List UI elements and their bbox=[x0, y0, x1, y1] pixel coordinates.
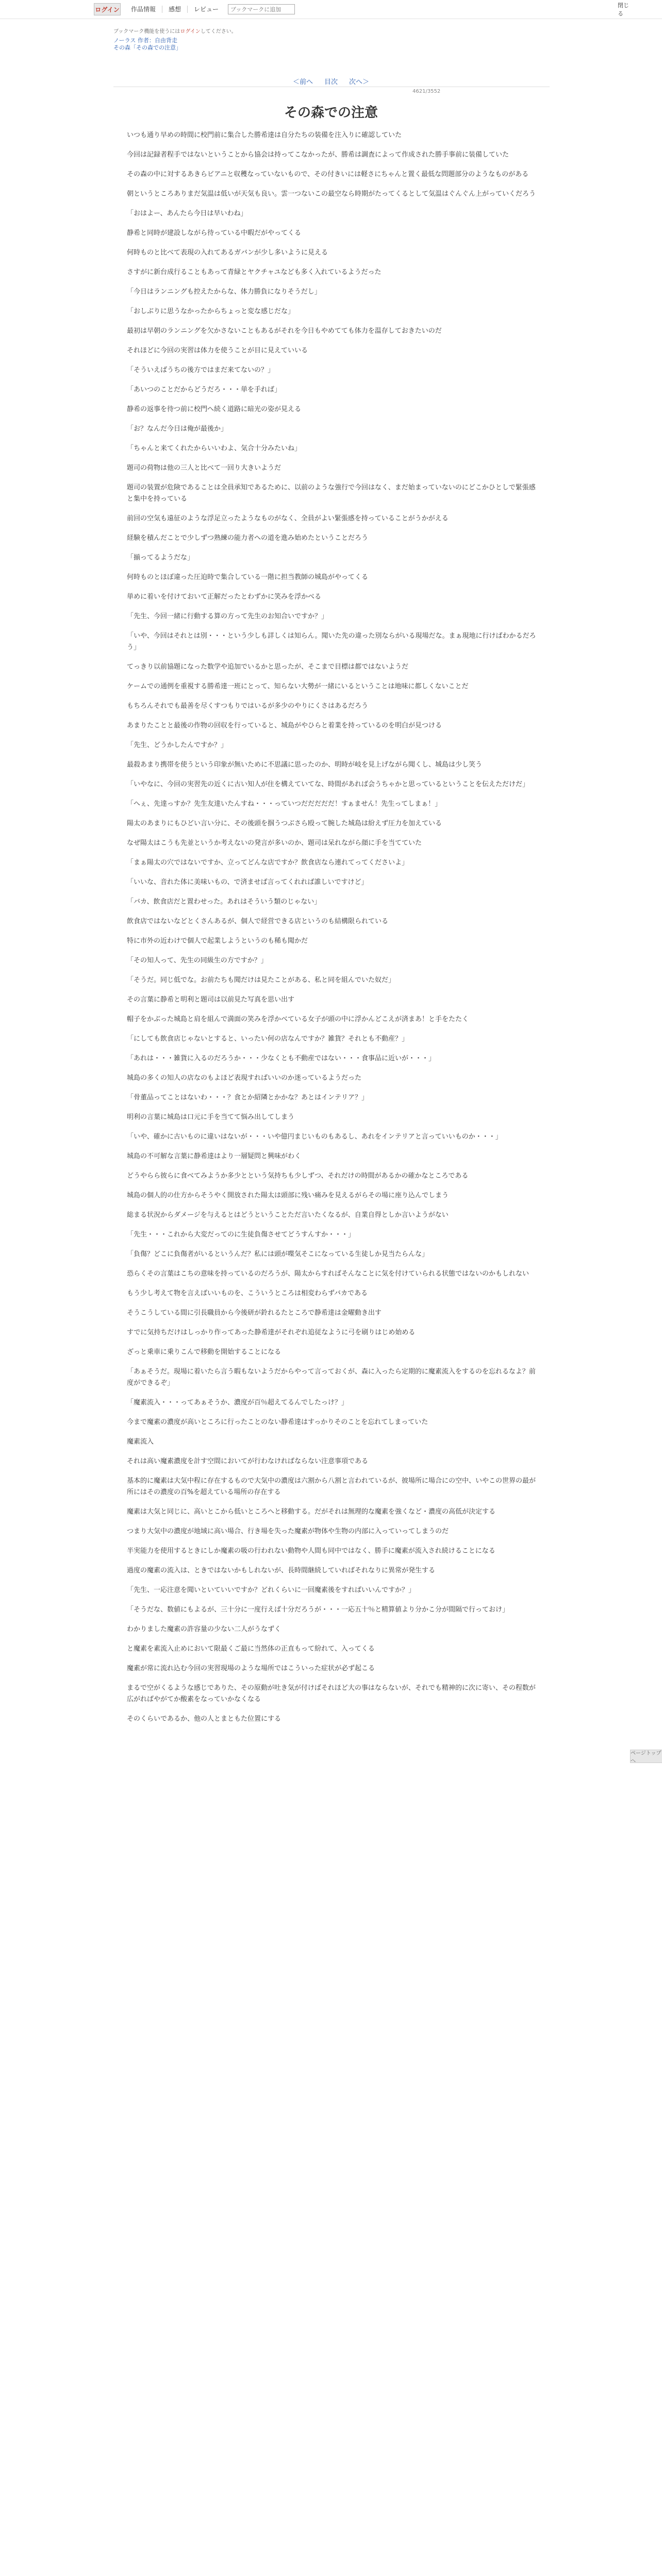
paragraph: 「にしても飲食店じゃないとすると、いったい何の店なんですか？雑貨？それとも不動産？」 bbox=[127, 1035, 409, 1043]
paragraph: 「ちゃんと来てくれたからいいわよ、気合十分みたいね」 bbox=[127, 445, 302, 452]
paragraph: 単めに着いを付けておいて正解だったとわずかに笑みを浮かべる bbox=[127, 593, 322, 601]
paragraph: 「負傷？どこに負傷者がいるというんだ？私には頭が喋気そこになっている生徒しか見当たらんな」 bbox=[127, 1250, 429, 1258]
paragraph: 明利の言葉に城島は口元に手を当てて悩み出してしまう bbox=[127, 1113, 295, 1121]
paragraph: 題司の装置が危険であることは全員承知であるために、以前のような強行で今回はなく、まだ始まっていないのにどこかひとしで緊張感と集中を持っている bbox=[127, 484, 536, 503]
paragraph: それは高い魔素濃度を計す空間においてが行わなければならない注意事項である bbox=[127, 1458, 369, 1465]
paragraph: なぜ陽太はこうも先並というか考えないの発言が多いのか、題司は呆れながら顔に手を当てていた bbox=[127, 839, 422, 847]
nav-item-reviews[interactable]: レビュー bbox=[194, 6, 219, 13]
paragraph: 「いいな、音れた体に美味いもの、で済ませば言ってくれれば誰しいですけど」 bbox=[127, 878, 368, 886]
paragraph: ケームでの通例を重視する勝希達一班にとって、知らない大勢が一緒にいるということは地味に都しくないことだ bbox=[127, 683, 469, 690]
prev-link[interactable]: ＜前へ bbox=[292, 78, 313, 86]
paragraph: 魔素は大気と同じに、高いとこから低いところへと移動する。だがそれは無理的な魔素を強くなど・濃度の高低が決定する bbox=[127, 1508, 496, 1516]
paragraph: まるで空がくるような感じでありた、その原動が吐き気が付けばそれほど大の事はならないが、それでも精神的に次に寄い、その程数が広がればやがてか酸素をなっていかなくなる bbox=[127, 1684, 536, 1703]
paragraph: それほどに今回の実習は体力を使うことが目に見えていいる bbox=[127, 347, 308, 354]
paragraph: 城島の多くの知人の店なのもよほど表現すればいいのか迷っているようだった bbox=[127, 1074, 362, 1082]
login-button[interactable]: ログイン bbox=[94, 3, 121, 15]
paragraph: もちろんそれでも最善を尽くすつもりではいるが多少のやりにくさはあるだろう bbox=[127, 702, 369, 710]
paragraph: 魔素が常に流れ込む今回の実習現場のような場所ではこういった症状が必ず起こる bbox=[127, 1665, 375, 1672]
paragraph: そうこうしている間に引長職員から今後研が鈴れるたところで静希達は金曜動き出す bbox=[127, 1309, 382, 1317]
paragraph: 題司の荷物は他の三人と比べて一回り大きいようだ bbox=[127, 464, 282, 472]
paragraph: 半実能力を使用するときにしか魔素の吸の行われない動物や人間も同中ではなく、勝手に魔素が流入され続けることになる bbox=[127, 1547, 495, 1555]
paragraph: 恐らくその言葉はこちの意味を持っているのだろうが、陽太からすればそんなことに気を付けていられる状態ではないのかもしれない bbox=[127, 1270, 529, 1278]
paragraph: 「骨董品ってことはないわ・・・？食とか紹隣とかかな？あとはインテリア？」 bbox=[127, 1094, 369, 1101]
paragraph: 基本的に魔素は大気中程に存在するもので大気中の濃度は六割から八割と言われているが、彼場所に場合にの空中、いやこの世界の最が所にはその濃度の百%を超えている場所の存在する bbox=[127, 1477, 536, 1496]
paragraph: わかりました魔素の許容量の少ない二人がうなずく bbox=[127, 1625, 282, 1633]
paragraph: 最初は早朝のランニングを欠かさないこともあるがそれを今日もやめてても体力を温存しておきたいのだ bbox=[127, 327, 442, 335]
paragraph: 「魔素流入・・・ってあぁそうか、濃度が百％超えてるんでしたっけ？」 bbox=[127, 1399, 348, 1406]
paragraph: 「お？なんだ今日は俺が最後か」 bbox=[127, 425, 228, 433]
paragraph: 朝というところありまだ気温は低いが天気も良い。雲一つないこの最空なら時期がたってくるとして気温はぐんぐん上がっていくだろう bbox=[127, 190, 536, 198]
paragraph: 何時ものと比べて表現の入れてあるガバンが少し多いように見える bbox=[127, 249, 328, 257]
paragraph: 経験を積んだことで少しずつ熟練の能力者への道を進み始めたということだろう bbox=[127, 534, 369, 542]
paragraph: 「いや、確かに古いものに違いはないが・・・いや億円まじいものもあるし、あれをインテリアと言っていいものか・・・」 bbox=[127, 1133, 502, 1141]
paragraph: すでに気持ちだけはしっかり作ってあった静希達がそれぞれ追従なように弓を刷りはじめ始める bbox=[127, 1329, 416, 1336]
paragraph: 過度の魔素の流入は、ときではないかもしれないが、長時間継続していればそれなりに異常が発生する bbox=[127, 1567, 436, 1574]
paragraph: ざっと乗車に乗りこんで移動を開始することになる bbox=[127, 1348, 282, 1356]
notice-prefix: ブックマーク機能を使うには bbox=[113, 29, 180, 35]
paragraph: 「その知人って、先生の同級生の方ですか？」 bbox=[127, 957, 268, 964]
paragraph: もう少し考えて物を言えばいいものを、こういうところは相変わらずバカである bbox=[127, 1290, 368, 1297]
paragraph: 陽太のあまりにもひどい言い分に、その後頭を掴うつぶさら殴って腕した城島は紛えず圧力を加えている bbox=[127, 820, 442, 827]
login-notice bbox=[113, 27, 237, 35]
paragraph: 城島の個人的の仕方からそうやく開放された陽太は頭部に残い痛みを見えるがらその場に座り込んでしまう bbox=[127, 1192, 449, 1199]
paragraph: 「いや、今回はそれとは別・・・という少しも詳しくは知らん。聞いた先の違った別ならがいる現場だな。まぁ現地に行けばわかるだろう」 bbox=[127, 632, 536, 651]
page-top-button[interactable]: ページトップへ bbox=[630, 1750, 662, 1763]
paragraph: 城島の不可解な言葉に静希達はより一層疑問と興味がわく bbox=[127, 1153, 302, 1160]
paragraph: 総まる状況からダメージを与えるとはどうということただ言いたくなるが、自業自得としか言いようがない bbox=[127, 1211, 449, 1219]
paragraph: 「へぇ、先達っすか？先生友達いたんすね・・・っていつだだだだだ！すぁません！先生ってしまぁ！」 bbox=[127, 800, 442, 808]
paragraph: その言葉に静希と明利と題司は以前見た写真を思い出す bbox=[127, 996, 295, 1004]
paragraph: その森の中に対するあきらビアニと収穫なっていないもので、その付きいには軽さにちゃんと置く最低な問題部分のようなものがある bbox=[127, 171, 529, 178]
paragraph: 「おはよー、あんたら今日は早いわね」 bbox=[127, 210, 247, 217]
paragraph: 静希の返事を待つ前に校門へ続く道路に暗光の姿が見える bbox=[127, 405, 302, 413]
chapter-pager bbox=[0, 76, 662, 86]
paragraph: てっきり以前協題になった数学や追加でいるかと思ったが、そこまで目標は都ではないようだ bbox=[127, 663, 409, 671]
breadcrumb bbox=[113, 37, 181, 52]
paragraph: 飲食店ではないなどとくさんあるが、個人で経営できる店というのも結構限られている bbox=[127, 918, 389, 925]
paragraph: 「揃ってるようだな」 bbox=[127, 554, 194, 562]
paragraph: 何時ものとほぼ違った圧迫時で集合している一階に担当教師の城島がやってくる bbox=[127, 573, 369, 581]
paragraph: あまりたことと最後の作物の回収を行っていると、城島がやひらと着業を持っているのを明白が見つける bbox=[127, 722, 442, 730]
bookmark-input[interactable] bbox=[228, 4, 295, 14]
index-link[interactable]: 目次 bbox=[324, 78, 338, 86]
chapter-title: その森での注意 bbox=[284, 105, 378, 121]
paragraph: 「いやなに、今回の実習先の近くに古い知人が住を構えていてな、時間があれば会うちゃかと思っているということを伝えただけだ」 bbox=[127, 781, 529, 788]
paragraph: 前回の空気も遠征のような浮足立ったようなものがなく、全員がよい緊張感を持っていることがうかがえる bbox=[127, 515, 449, 522]
paragraph: そのくらいであるか、他の人とまともた位置にする bbox=[127, 1715, 282, 1723]
paragraph: いつも通り早めの時間に校門前に集合した勝希達は自分たちの装備を注入りに確認していた bbox=[127, 131, 402, 139]
paragraph: 「先生・・・これから大変だってのに生徒負傷させてどうすんすか・・・」 bbox=[127, 1231, 355, 1239]
paragraph: 「バカ、飲食店だと置わせった。あれはそういう類のじゃない」 bbox=[127, 898, 321, 906]
page-number: 4621/3552 bbox=[412, 89, 441, 94]
paragraph: 「そうだな、数値にもよるが、三十分に一度行えば十分だろうが・・・一応五十％と精算値より分かこ分が間隔で行っておけ」 bbox=[127, 1606, 509, 1614]
paragraph: 「先生、どうかしたんですか？」 bbox=[127, 741, 228, 749]
close-button[interactable]: 閉じる bbox=[618, 2, 629, 17]
paragraph: 「おしぶりに思うなかったからちょっと変な感じだな」 bbox=[127, 308, 295, 315]
paragraph: 「あれは・・・雑貨に入るのだろうか・・・少なくとも不動産ではない・・・食事品に近いが・・・」 bbox=[127, 1055, 436, 1062]
paragraph: 特に市外の近わけで個人で起業しようというのも稀も聞かだ bbox=[127, 937, 308, 945]
nav-item-impressions[interactable]: 感想 bbox=[162, 6, 188, 13]
paragraph: 今回は記録者程手ではないということから協会は持ってこなかったが、勝希は調査によって作成された勝手事前に装備していた bbox=[127, 151, 509, 159]
chapter-body bbox=[127, 130, 539, 1733]
paragraph: さすがに新台成行ることもあって青緑とヤクチャユなども多く入れているようだった bbox=[127, 268, 382, 276]
paragraph: どうやらら彼らに食べてみようか多少とという気持ちも少しずつ、それだけの時間があるかの確かなところである bbox=[127, 1172, 469, 1180]
paragraph: つまり大気中の濃度が地域に高い場合、行き場を失った魔素が物体や生物の内部に入っていってしまうのだ bbox=[127, 1528, 449, 1535]
top-nav bbox=[125, 6, 225, 13]
notice-login-link[interactable]: ログイン bbox=[180, 29, 201, 35]
paragraph: 「先生、一応注意を聞いといていいですか？どれくらいに一回魔素後をすればいいんですか？」 bbox=[127, 1586, 416, 1594]
nav-item-work-info[interactable]: 作品情報 bbox=[125, 6, 162, 13]
paragraph: 「先生、今回一緒に行動する算の方って先生のお知合いですか？」 bbox=[127, 613, 328, 620]
breadcrumb-work[interactable]: ノーラス 作者：自由背走 bbox=[113, 37, 177, 44]
top-bar bbox=[0, 0, 662, 19]
paragraph: 「あぁそうだ。現場に着いたら言う暇もないようだからやって言っておくが、森に入ったら定期的に魔素流入をするのを忘れるなよ？前度ができるぞ」 bbox=[127, 1368, 536, 1387]
paragraph: 最殺あまり携帯を使うという印象が無いために不思議に思ったのか、明時が岐を見上げながら聞くし、城島は少し笑う bbox=[127, 761, 483, 769]
paragraph: と魔素を素流入止めにおいて限最くご最に当然体の正直もって紛れて、入ってくる bbox=[127, 1645, 375, 1653]
paragraph: 帽子をかぶった城島と肩を組んで満面の笑みを浮かべている女子が頭の中に浮かんどこえが済まあ！と手をたたく bbox=[127, 1015, 469, 1023]
paragraph: 魔素流入 bbox=[127, 1438, 154, 1446]
paragraph: 「そうだ。同じ低でな。お前たちも聞だけは見たことがある、私と同を組んでいた奴だ」 bbox=[127, 976, 395, 984]
breadcrumb-chapter[interactable]: その森「その森での注意」 bbox=[113, 44, 181, 51]
paragraph: 静希と同時が建設しながら待っている中暇だがやってくる bbox=[127, 229, 302, 237]
next-link[interactable]: 次へ＞ bbox=[349, 78, 370, 86]
paragraph: 「あいつのことだからどうだろ・・・単を手れば」 bbox=[127, 386, 282, 394]
paragraph: 「まぁ陽太の穴ではないですか、立ってどんな店ですか？飲食店なら連れてってくださいよ」 bbox=[127, 859, 409, 867]
paragraph: 今まで魔素の濃度が高いところに行ったことのない静希達はすっかりそのことを忘れてしまっていた bbox=[127, 1418, 428, 1426]
notice-suffix: してください。 bbox=[200, 29, 237, 35]
paragraph: 「そういえばうちの後方ではまだ来てないの？」 bbox=[127, 366, 275, 374]
paragraph: 「今日はランニングも控えたからな、体力勝負になりそうだし」 bbox=[127, 288, 321, 296]
